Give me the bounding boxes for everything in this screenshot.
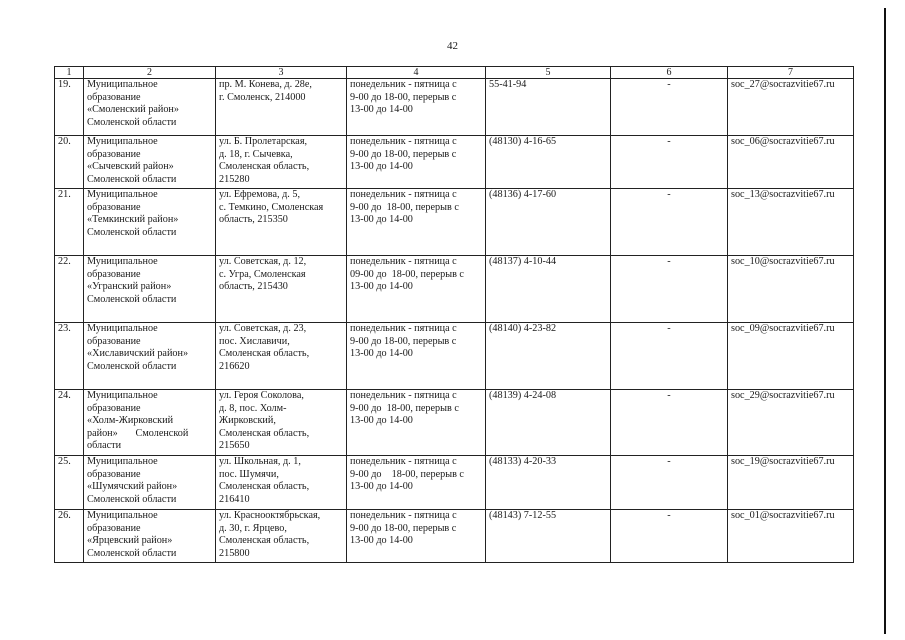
phone-cell-text: 55-41-94 bbox=[489, 79, 527, 90]
table-row bbox=[55, 189, 854, 256]
column-header: 7 bbox=[728, 67, 854, 79]
email-cell-text: soc_27@socrazvitie67.ru bbox=[731, 79, 835, 90]
organization-name-cell-line: Муниципальное bbox=[87, 79, 158, 90]
column-6-cell-text: - bbox=[667, 79, 671, 90]
working-hours-cell bbox=[347, 136, 486, 189]
address-cell-line: пр. М. Конева, д. 28е, bbox=[219, 79, 312, 90]
email-cell bbox=[728, 456, 854, 510]
address-cell-line: ул. Краснооктябрьская, bbox=[219, 510, 321, 521]
phone-cell-text: (48137) 4-10-44 bbox=[489, 256, 557, 267]
address-cell-line: пос. Шумячи, bbox=[219, 468, 279, 480]
row-number-cell-text: 25. bbox=[58, 456, 71, 467]
address-cell bbox=[216, 256, 347, 323]
organization-name-cell-line: «Темкинский район» bbox=[87, 214, 179, 225]
column-6-cell bbox=[611, 390, 728, 456]
working-hours-cell bbox=[347, 79, 486, 136]
row-number-cell-text: 21. bbox=[58, 189, 71, 200]
table-row bbox=[55, 323, 854, 390]
organization-name-cell-line: образование bbox=[87, 268, 141, 280]
address-cell-line: 216410 bbox=[219, 493, 250, 505]
email-cell-text: soc_06@socrazvitie67.ru bbox=[731, 136, 835, 147]
organization-name-cell-line: «Ярцевский район» bbox=[87, 535, 173, 546]
row-number-cell-text: 26. bbox=[58, 510, 71, 521]
working-hours-cell-line: 9-00 до 18-00, перерыв с bbox=[350, 201, 459, 213]
address-cell-line: д. 30, г. Ярцево, bbox=[219, 522, 287, 534]
organization-name-cell-line: образование bbox=[87, 468, 141, 480]
phone-cell bbox=[486, 79, 611, 136]
row-number-cell-text: 23. bbox=[58, 323, 71, 334]
address-cell-line: ул. Героя Соколова, bbox=[219, 390, 304, 401]
column-6-cell-text: - bbox=[667, 390, 671, 401]
phone-cell-text: (48139) 4-24-08 bbox=[489, 390, 557, 401]
organization-name-cell-line: образование bbox=[87, 201, 141, 213]
working-hours-cell-line: 9-00 до 18-00, перерыв с bbox=[350, 522, 457, 534]
working-hours-cell bbox=[347, 456, 486, 510]
working-hours-cell-line: 13-00 до 14-00 bbox=[350, 214, 413, 225]
working-hours-cell-line: 9-00 до 18-00, перерыв с bbox=[350, 402, 459, 414]
address-cell-line: 215280 bbox=[219, 173, 250, 185]
column-6-cell-text: - bbox=[667, 136, 671, 147]
table-row bbox=[55, 390, 854, 456]
table-row bbox=[55, 510, 854, 563]
organization-name-cell-line: Смоленской области bbox=[87, 493, 177, 505]
email-cell bbox=[728, 189, 854, 256]
row-number-cell-text: 20. bbox=[58, 136, 71, 147]
phone-cell bbox=[486, 256, 611, 323]
organization-name-cell-line: Муниципальное bbox=[87, 136, 158, 147]
address-cell-line: 215800 bbox=[219, 547, 250, 559]
organization-name-cell-line: «Хиславичский район» bbox=[87, 348, 189, 359]
page-number: 42 bbox=[447, 40, 458, 52]
organization-name-cell-line: район» Смоленской bbox=[87, 427, 189, 439]
email-cell-text: soc_09@socrazvitie67.ru bbox=[731, 323, 835, 334]
working-hours-cell-line: 13-00 до 14-00 bbox=[350, 535, 413, 546]
organization-name-cell bbox=[84, 323, 216, 390]
column-6-cell-text: - bbox=[667, 189, 671, 200]
address-cell bbox=[216, 323, 347, 390]
address-cell-line: с. Темкино, Смоленская bbox=[219, 201, 324, 213]
organization-name-cell-line: Смоленской области bbox=[87, 173, 177, 185]
organization-name-cell-line: образование bbox=[87, 402, 141, 414]
organization-name-cell-line: области bbox=[87, 440, 122, 451]
phone-cell bbox=[486, 189, 611, 256]
working-hours-cell-line: понедельник - пятница с bbox=[350, 256, 457, 267]
phone-cell bbox=[486, 390, 611, 456]
row-number-cell bbox=[55, 79, 84, 136]
address-cell-line: д. 8, пос. Холм- bbox=[219, 402, 287, 414]
address-cell-line: область, 215350 bbox=[219, 214, 288, 225]
organization-name-cell-line: Смоленской области bbox=[87, 226, 177, 238]
address-cell-line: д. 18, г. Сычевка, bbox=[219, 148, 293, 160]
organization-name-cell bbox=[84, 189, 216, 256]
working-hours-cell-line: 9-00 до 18-00, перерыв с bbox=[350, 148, 457, 160]
organization-name-cell-line: Смоленской области bbox=[87, 116, 177, 128]
address-cell-line: ул. Школьная, д. 1, bbox=[219, 456, 301, 467]
working-hours-cell bbox=[347, 189, 486, 256]
organization-name-cell-line: образование bbox=[87, 335, 141, 347]
working-hours-cell-line: 9-00 до 18-00, перерыв с bbox=[350, 91, 457, 103]
address-cell bbox=[216, 136, 347, 189]
working-hours-cell-line: 13-00 до 14-00 bbox=[350, 481, 413, 492]
email-cell bbox=[728, 323, 854, 390]
email-cell bbox=[728, 390, 854, 456]
column-header: 1 bbox=[55, 67, 84, 79]
working-hours-cell-line: понедельник - пятница с bbox=[350, 136, 457, 147]
organization-name-cell-line: «Угранский район» bbox=[87, 281, 172, 292]
page-edge-line bbox=[884, 8, 886, 634]
address-cell bbox=[216, 189, 347, 256]
table-header-row bbox=[55, 67, 854, 79]
address-cell-line: Смоленская область, bbox=[219, 427, 310, 439]
address-cell-line: ул. Советская, д. 23, bbox=[219, 323, 307, 334]
organization-name-cell-line: Муниципальное bbox=[87, 323, 158, 334]
address-cell-line: 215650 bbox=[219, 440, 250, 451]
address-cell-line: Смоленская область, bbox=[219, 348, 310, 359]
working-hours-cell bbox=[347, 510, 486, 563]
working-hours-cell-line: 13-00 до 14-00 bbox=[350, 415, 413, 426]
column-6-cell bbox=[611, 256, 728, 323]
table-row bbox=[55, 456, 854, 510]
row-number-cell bbox=[55, 189, 84, 256]
column-6-cell bbox=[611, 323, 728, 390]
row-number-cell bbox=[55, 456, 84, 510]
column-header: 3 bbox=[216, 67, 347, 79]
email-cell-text: soc_10@socrazvitie67.ru bbox=[731, 256, 835, 267]
address-cell bbox=[216, 390, 347, 456]
organization-name-cell bbox=[84, 456, 216, 510]
working-hours-cell bbox=[347, 323, 486, 390]
table-body bbox=[55, 79, 854, 563]
phone-cell-text: (48143) 7-12-55 bbox=[489, 510, 557, 521]
column-header: 6 bbox=[611, 67, 728, 79]
email-cell bbox=[728, 256, 854, 323]
organization-name-cell-line: Муниципальное bbox=[87, 456, 158, 467]
working-hours-cell-line: 13-00 до 14-00 bbox=[350, 281, 413, 292]
column-header: 2 bbox=[84, 67, 216, 79]
organization-name-cell-line: образование bbox=[87, 522, 141, 534]
organization-name-cell-line: образование bbox=[87, 91, 141, 103]
organization-name-cell-line: образование bbox=[87, 148, 141, 160]
row-number-cell bbox=[55, 256, 84, 323]
address-cell-line: Смоленская область, bbox=[219, 535, 310, 546]
working-hours-cell-line: 13-00 до 14-00 bbox=[350, 348, 413, 359]
working-hours-cell-line: понедельник - пятница с bbox=[350, 79, 457, 90]
working-hours-cell bbox=[347, 256, 486, 323]
organization-name-cell-line: Муниципальное bbox=[87, 510, 158, 521]
address-cell-line: область, 215430 bbox=[219, 281, 288, 292]
address-cell-line: г. Смоленск, 214000 bbox=[219, 91, 306, 103]
organization-name-cell-line: Муниципальное bbox=[87, 256, 158, 267]
address-cell-line: Смоленская область, bbox=[219, 481, 310, 492]
working-hours-cell bbox=[347, 390, 486, 456]
address-cell-line: 216620 bbox=[219, 360, 250, 372]
organization-name-cell-line: Муниципальное bbox=[87, 189, 158, 200]
phone-cell bbox=[486, 510, 611, 563]
phone-cell-text: (48140) 4-23-82 bbox=[489, 323, 557, 334]
working-hours-cell-line: понедельник - пятница с bbox=[350, 510, 457, 521]
organization-name-cell-line: «Шумячский район» bbox=[87, 481, 178, 492]
row-number-cell-text: 24. bbox=[58, 390, 71, 401]
table-row bbox=[55, 136, 854, 189]
social-services-table bbox=[54, 66, 854, 563]
row-number-cell bbox=[55, 390, 84, 456]
organization-name-cell-line: Смоленской области bbox=[87, 293, 177, 305]
phone-cell-text: (48136) 4-17-60 bbox=[489, 189, 557, 200]
phone-cell bbox=[486, 323, 611, 390]
column-6-cell-text: - bbox=[667, 456, 671, 467]
column-6-cell-text: - bbox=[667, 323, 671, 334]
address-cell bbox=[216, 510, 347, 563]
organization-name-cell-line: «Смоленский район» bbox=[87, 104, 179, 115]
organization-name-cell-line: Смоленской области bbox=[87, 360, 177, 372]
organization-name-cell bbox=[84, 79, 216, 136]
address-cell-line: с. Угра, Смоленская bbox=[219, 268, 306, 280]
working-hours-cell-line: 13-00 до 14-00 bbox=[350, 104, 413, 115]
organization-name-cell bbox=[84, 510, 216, 563]
working-hours-cell-line: 09-00 до 18-00, перерыв с bbox=[350, 268, 464, 280]
working-hours-cell-line: понедельник - пятница с bbox=[350, 323, 457, 334]
address-cell-line: ул. Б. Пролетарская, bbox=[219, 136, 308, 147]
email-cell bbox=[728, 510, 854, 563]
address-cell-line: пос. Хиславичи, bbox=[219, 335, 290, 347]
phone-cell-text: (48133) 4-20-33 bbox=[489, 456, 557, 467]
email-cell-text: soc_29@socrazvitie67.ru bbox=[731, 390, 835, 401]
organization-name-cell bbox=[84, 390, 216, 456]
column-6-cell bbox=[611, 79, 728, 136]
email-cell bbox=[728, 136, 854, 189]
address-cell bbox=[216, 456, 347, 510]
table-row bbox=[55, 79, 854, 136]
organization-name-cell-line: Смоленской области bbox=[87, 547, 177, 559]
address-cell bbox=[216, 79, 347, 136]
row-number-cell bbox=[55, 136, 84, 189]
column-6-cell-text: - bbox=[667, 256, 671, 267]
organization-name-cell-line: Муниципальное bbox=[87, 390, 158, 401]
column-6-cell bbox=[611, 456, 728, 510]
phone-cell-text: (48130) 4-16-65 bbox=[489, 136, 557, 147]
phone-cell bbox=[486, 456, 611, 510]
working-hours-cell-line: 9-00 до 18-00, перерыв с bbox=[350, 468, 464, 480]
working-hours-cell-line: 13-00 до 14-00 bbox=[350, 161, 413, 172]
working-hours-cell-line: 9-00 до 18-00, перерыв с bbox=[350, 335, 457, 347]
working-hours-cell-line: понедельник - пятница с bbox=[350, 189, 457, 200]
row-number-cell-text: 22. bbox=[58, 256, 71, 267]
address-cell-line: Смоленская область, bbox=[219, 161, 310, 172]
row-number-cell bbox=[55, 510, 84, 563]
row-number-cell bbox=[55, 323, 84, 390]
address-cell-line: ул. Ефремова, д. 5, bbox=[219, 189, 301, 200]
email-cell-text: soc_13@socrazvitie67.ru bbox=[731, 189, 835, 200]
column-6-cell bbox=[611, 510, 728, 563]
email-cell-text: soc_19@socrazvitie67.ru bbox=[731, 456, 835, 467]
organization-name-cell-line: «Холм-Жирковский bbox=[87, 415, 174, 426]
email-cell-text: soc_01@socrazvitie67.ru bbox=[731, 510, 835, 521]
address-cell-line: ул. Советская, д. 12, bbox=[219, 256, 307, 267]
column-6-cell-text: - bbox=[667, 510, 671, 521]
address-cell-line: Жирковский, bbox=[219, 415, 276, 426]
column-header: 4 bbox=[347, 67, 486, 79]
email-cell bbox=[728, 79, 854, 136]
working-hours-cell-line: понедельник - пятница с bbox=[350, 390, 457, 401]
column-6-cell bbox=[611, 136, 728, 189]
column-6-cell bbox=[611, 189, 728, 256]
column-header: 5 bbox=[486, 67, 611, 79]
working-hours-cell-line: понедельник - пятница с bbox=[350, 456, 457, 467]
row-number-cell-text: 19. bbox=[58, 79, 71, 90]
organization-name-cell bbox=[84, 136, 216, 189]
organization-name-cell-line: «Сычевский район» bbox=[87, 161, 174, 172]
phone-cell bbox=[486, 136, 611, 189]
organization-name-cell bbox=[84, 256, 216, 323]
table-row bbox=[55, 256, 854, 323]
